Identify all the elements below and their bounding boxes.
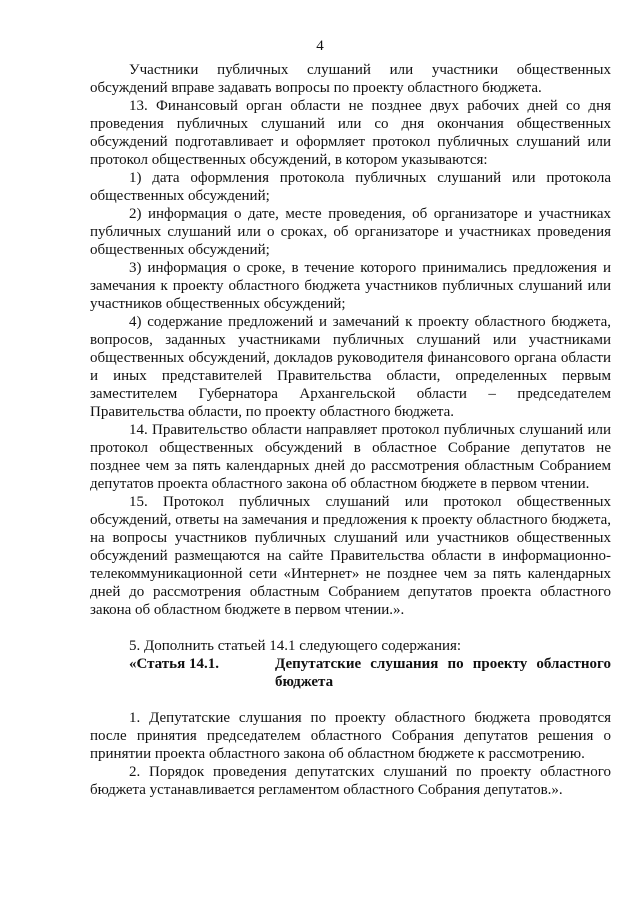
article-number: «Статья 14.1. [129, 656, 219, 672]
paragraph-item-14: 14. Правительство области направляет протокол публичных слушаний или протокол общественных обсуждений в областное Собрание депутатов не позднее чем за пять календарных дней до рассмотрения областным Собранием депутатов проекта областного закона об областном бюджете в первом чтении. [90, 422, 611, 492]
article-paragraph-1: 1. Депутатские слушания по проекту областного бюджета проводятся после принятия председателем областного Собрания депутатов решения о принятии проекта областного закона об областном бюджете к рассмотрению. [90, 710, 611, 762]
page-number: 4 [316, 38, 324, 54]
paragraph-subitem-2: 2) информация о дате, месте проведения, об организаторе и участниках публичных слушаний или о сроках, об организаторе и участниках проведения общественных обсуждений; [90, 206, 611, 258]
article-heading [90, 655, 611, 691]
paragraph-item-15: 15. Протокол публичных слушаний или протокол общественных обсуждений, ответы на замечания и предложения к проекту областного бюджета, на вопросы участников публичных слушаний или участников общественных обсуждений размещаются на сайте Правительства области в информационно-телекоммуникационной сети «Интернет» не позднее чем за пять календарных дней до рассмотрения областным Собранием депутатов проекта областного закона об областном бюджете в первом чтении.». [90, 494, 611, 618]
amendment-line: 5. Дополнить статьей 14.1 следующего содержания: [129, 638, 462, 654]
article-title: Депутатские слушания по проекту областного бюджета [275, 656, 611, 690]
paragraph-item-13: 13. Финансовый орган области не позднее двух рабочих дней со дня проведения публичных слушаний или со дня окончания общественных обсуждений подготавливает и оформляет протокол публичных слушаний или протокол общественных обсуждений, в котором указываются: [90, 98, 611, 168]
document-body [90, 61, 611, 799]
spacer [90, 619, 611, 637]
paragraph-participants-questions: Участники публичных слушаний или участники общественных обсуждений вправе задавать вопросы по проекту областного бюджета. [90, 62, 611, 96]
spacer [90, 691, 611, 709]
paragraph-subitem-4: 4) содержание предложений и замечаний к проекту областного бюджета, вопросов, заданных участниками публичных слушаний или участниками общественных обсуждений, докладов руководителя финансового органа области и иных представителей Правительства области, определенных первым заместителем Губернатора Архангельской области – председателем Правительства области, по проекту областного бюджета. [90, 314, 611, 420]
paragraph-subitem-1: 1) дата оформления протокола публичных слушаний или протокола общественных обсуждений; [90, 170, 611, 204]
article-paragraph-2: 2. Порядок проведения депутатских слушаний по проекту областного бюджета устанавливается регламентом областного Собрания депутатов.». [90, 764, 611, 798]
paragraph-subitem-3: 3) информация о сроке, в течение которого принимались предложения и замечания к проекту областного бюджета участников публичных слушаний или участников общественных обсуждений; [90, 260, 611, 312]
